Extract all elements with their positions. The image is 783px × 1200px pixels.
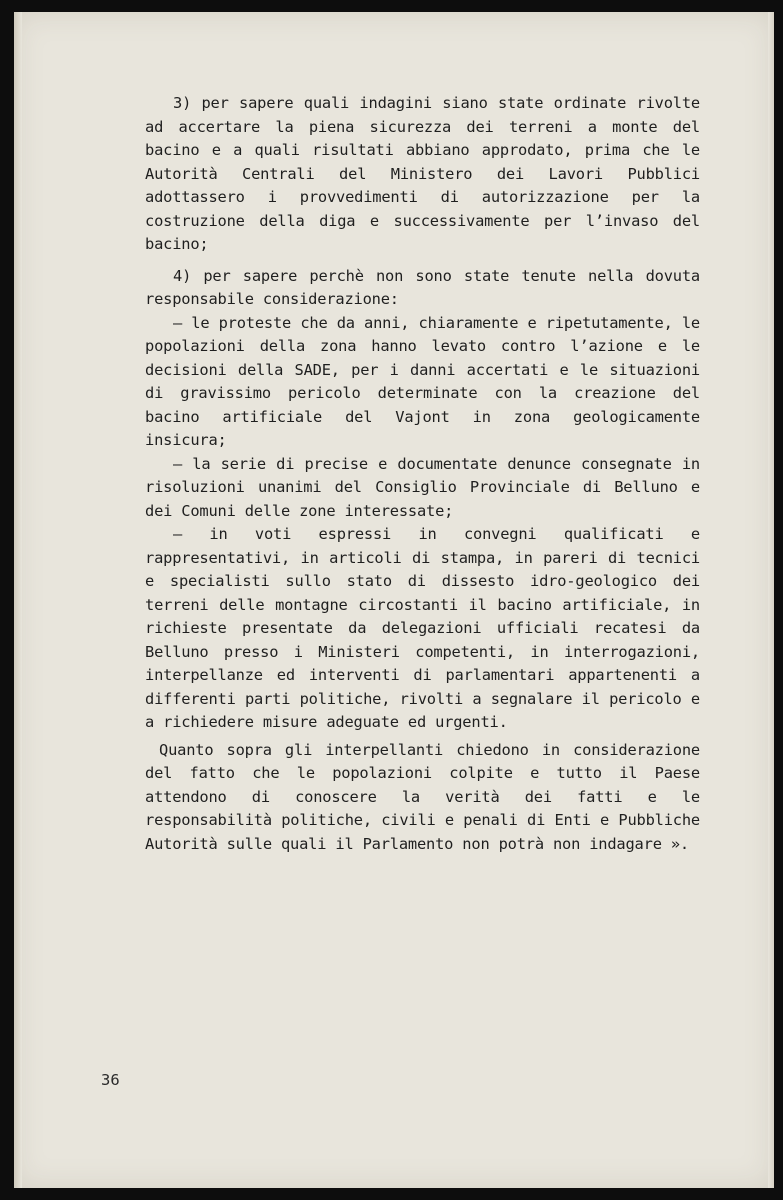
list-item-voti: — in voti espressi in convegni qualificati e rappresentativi, in articoli di stampa, in pareri di tecnici e specialisti sullo stato di dissesto idro-geologico dei terreni delle montagne circostanti il bacino artificiale, in richieste presentate da delegazioni ufficiali recatesi da Belluno presso i Ministeri competenti, in interrogazioni, interpellanze ed interventi di parlamentari appartenenti a differenti parti politiche, rivolti a segnalare il pericolo e a richiedere misure adeguate ed urgenti.: [145, 525, 700, 731]
closing-paragraph: Quanto sopra gli interpellanti chiedono in considerazione del fatto che le popolazioni colpite e tutto il Paese attendono di conoscere la verità dei fatti e le responsabilità politiche, civili e penali di Enti e Pubbliche Autorità sulle quali il Parlamento non potrà non indagare ».: [145, 740, 700, 853]
book-page: [14, 12, 774, 1188]
paragraph-point-3: 3) per sapere quali indagini siano state ordinate rivolte ad accertare la piena sicurezza dei terreni a monte del bacino e a quali risultati abbiano approdato, prima che le Autorità Centrali del Ministero dei Lavori Pubblici adottassero i provvedimenti di autorizzazione per la costruzione della diga e successivamente per l’invaso del bacino;: [145, 94, 700, 253]
page-number: 36: [101, 1071, 120, 1089]
page-body: [145, 92, 700, 856]
list-item-denunce: — la serie di precise e documentate denunce consegnate in risoluzioni unanimi del Consiglio Provinciale di Belluno e dei Comuni delle zone interessate;: [145, 454, 700, 520]
list-item-proteste: — le proteste che da anni, chiaramente e ripetutamente, le popolazioni della zona hanno levato contro l’azione e le decisioni della SADE, per i danni accertati e le situazioni di gravissimo pericolo determinate con la creazione del bacino artificiale del Vajont in zona geologicamente insicura;: [145, 313, 700, 449]
paragraph-point-4: 4) per sapere perchè non sono state tenute nella dovuta responsabile considerazione:: [145, 266, 700, 308]
